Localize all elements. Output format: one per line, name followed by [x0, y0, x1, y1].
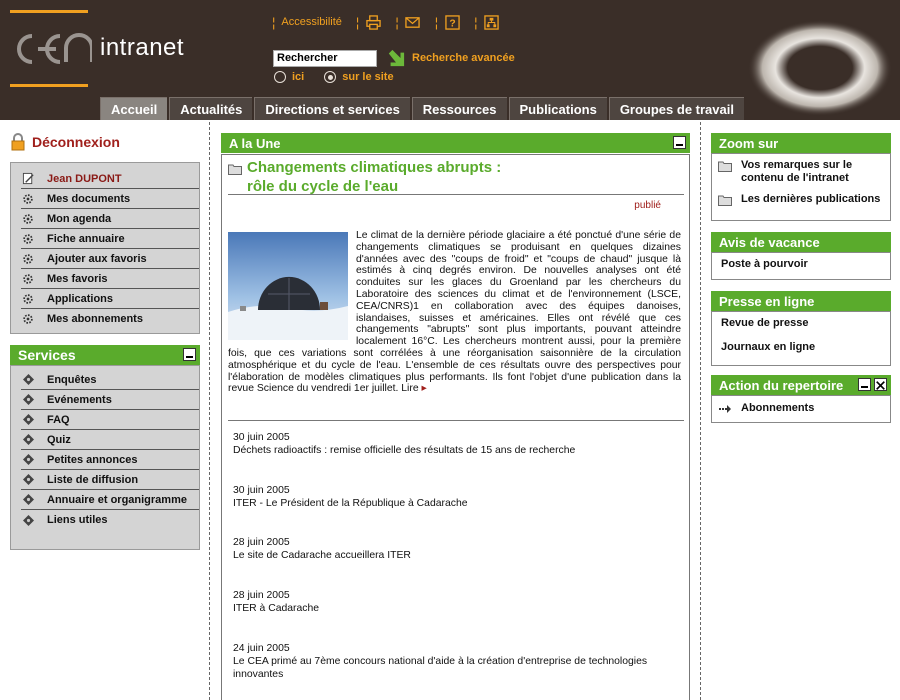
press-header: Presse en ligne	[711, 291, 891, 311]
zoom-item-publications[interactable]: Les dernières publications	[712, 185, 890, 206]
minimize-icon[interactable]	[183, 348, 196, 361]
gear-icon	[21, 312, 35, 326]
site-title: intranet	[100, 34, 185, 61]
article-body: Le climat de la dernière période glaciaire a été ponctué d'une série de changements climatiques se produisant en quelques dizaines d'années avec des "coups de froid" et "coups de chaud" jusque là estimés à cinq degrés environ. De nouvelles analyses ont été conduites sur les glaces du Groenland par les chercheurs du Laboratoire des sciences du climat et de l'environnement (LSCE, CEA/CNRS)1 en collaboration avec des équipes danoises, islandaises, suisses et américaines. Elles ont révélé que ces changements "abrupts" sont plus importants, pouvant atteindre localement 16°C. Les chercheurs montrent aussi, pour la première fois, que ces variations sont corrélées à une réorganisation saisonnière de la circulation atmosphérique et du cycle de l'eau. L'ensemble de ces résultats ouvre des perspectives pour l'élaboration de modèles climatiques plus performants. Ils font l'objet d'une publication dans la revue Science du vendredi 1er juillet. Lire ▸	[228, 230, 681, 395]
arrow-right-icon: ▸	[421, 383, 427, 395]
site-header	[0, 0, 900, 120]
column-divider-left	[209, 122, 210, 700]
news-title: ITER à Cadarache	[233, 603, 320, 614]
scope-radio-site[interactable]	[324, 71, 336, 83]
article-title-rule	[228, 194, 684, 195]
vacancy-item-poste[interactable]: Poste à pourvoir	[721, 258, 808, 270]
news-item[interactable]	[233, 589, 683, 615]
directory-item-abonnements[interactable]: Abonnements	[712, 396, 890, 415]
pencil-icon	[21, 172, 35, 186]
logo-top-rule	[10, 10, 88, 13]
article-status: publié	[634, 200, 661, 211]
mail-icon[interactable]	[405, 14, 421, 30]
diamond-bullet-icon	[21, 493, 35, 507]
menu-item-mes-favoris[interactable]: Mes favoris	[21, 269, 199, 289]
tab-accueil[interactable]: Accueil	[100, 97, 167, 120]
folder-icon	[718, 160, 732, 172]
utility-bar: ¦ Accessibilité ¦ ¦ ¦ ? ¦	[272, 14, 513, 30]
press-item-journaux[interactable]: Journaux en ligne	[721, 341, 816, 353]
gear-icon	[21, 232, 35, 246]
tab-publications[interactable]: Publications	[509, 97, 607, 120]
lock-icon	[10, 133, 26, 151]
svg-text:?: ?	[448, 18, 456, 30]
minimize-icon[interactable]	[673, 136, 686, 149]
news-item[interactable]	[233, 642, 683, 681]
press-panel	[711, 291, 891, 366]
logout-label: Déconnexion	[32, 134, 120, 150]
news-item[interactable]	[233, 431, 683, 457]
headline-header	[221, 133, 690, 153]
tab-ressources[interactable]: Ressources	[412, 97, 507, 120]
news-item[interactable]	[233, 536, 683, 562]
diamond-bullet-icon	[21, 373, 35, 387]
zoom-header: Zoom sur	[711, 133, 891, 153]
service-item-liens-utiles[interactable]: Liens utiles	[21, 510, 199, 530]
article-title[interactable]: Changements climatiques abrupts : rôle du cycle de l'eau	[247, 159, 502, 195]
scope-label-here: ici	[292, 71, 305, 83]
main-nav-tabs	[100, 97, 746, 120]
gear-icon	[21, 192, 35, 206]
menu-item-ajouter-favoris[interactable]: Ajouter aux favoris	[21, 249, 199, 269]
services-title: Services	[18, 347, 76, 363]
service-item-petites-annonces[interactable]: Petites annonces	[21, 450, 199, 470]
press-list	[711, 311, 891, 366]
zoom-item-remarques[interactable]: Vos remarques sur le contenu de l'intranet	[712, 154, 890, 185]
scope-label-site: sur le site	[342, 71, 394, 83]
services-header	[10, 345, 200, 365]
gear-icon	[21, 252, 35, 266]
vacancy-header: Avis de vacance	[711, 232, 891, 252]
service-item-annuaire[interactable]: Annuaire et organigramme	[21, 490, 199, 510]
tab-groupes-travail[interactable]: Groupes de travail	[609, 97, 744, 120]
diamond-bullet-icon	[21, 393, 35, 407]
news-title: Déchets radioactifs : remise officielle des résultats de 15 ans de recherche	[233, 445, 576, 456]
folder-icon	[718, 194, 732, 206]
cea-logo[interactable]	[8, 26, 92, 72]
news-date: 30 juin 2005	[233, 485, 290, 496]
gear-icon	[21, 292, 35, 306]
scope-radio-here[interactable]	[274, 71, 286, 83]
gear-icon	[21, 272, 35, 286]
vacancy-list	[711, 252, 891, 280]
menu-item-fiche-annuaire[interactable]: Fiche annuaire	[21, 229, 199, 249]
menu-item-mon-agenda[interactable]: Mon agenda	[21, 209, 199, 229]
zoom-list	[711, 153, 891, 221]
menu-item-applications[interactable]: Applications	[21, 289, 199, 309]
decorative-ring-image	[738, 10, 898, 120]
zoom-panel	[711, 133, 891, 221]
diamond-bullet-icon	[21, 453, 35, 467]
service-item-liste-diffusion[interactable]: Liste de diffusion	[21, 470, 199, 490]
svg-text:cea: cea	[8, 26, 10, 27]
search-scope	[274, 71, 414, 83]
column-divider-right	[700, 122, 701, 700]
diamond-bullet-icon	[21, 513, 35, 527]
read-more-link[interactable]: Lire ▸	[401, 383, 427, 395]
services-panel	[10, 345, 200, 550]
gear-icon	[21, 212, 35, 226]
sitemap-icon[interactable]	[483, 14, 499, 30]
diamond-bullet-icon	[21, 473, 35, 487]
news-date: 28 juin 2005	[233, 590, 290, 601]
press-item-revue[interactable]: Revue de presse	[721, 317, 809, 329]
vacancy-panel	[711, 232, 891, 280]
close-icon[interactable]	[874, 378, 887, 391]
diamond-bullet-icon	[21, 413, 35, 427]
directory-list	[711, 395, 891, 423]
subscribe-arrow-icon	[718, 403, 732, 415]
headline-title: A la Une	[229, 135, 281, 151]
service-item-faq[interactable]: FAQ	[21, 410, 199, 430]
logo-bottom-rule	[10, 84, 88, 87]
directory-panel	[711, 375, 891, 423]
directory-header: Action du repertoire	[711, 375, 891, 395]
search-go-icon[interactable]	[386, 48, 406, 68]
news-item[interactable]	[233, 484, 683, 510]
tab-directions-services[interactable]: Directions et services	[254, 97, 409, 120]
tab-actualites[interactable]: Actualités	[169, 97, 252, 120]
minimize-icon[interactable]	[858, 378, 871, 391]
service-item-quiz[interactable]: Quiz	[21, 430, 199, 450]
help-icon[interactable]	[444, 14, 460, 30]
service-item-evenements[interactable]: Evénements	[21, 390, 199, 410]
logout-link[interactable]	[10, 133, 120, 151]
menu-item-mes-documents[interactable]: Mes documents	[21, 189, 199, 209]
search-bar	[273, 48, 515, 68]
news-date: 28 juin 2005	[233, 537, 290, 548]
menu-item-mes-abonnements[interactable]: Mes abonnements	[21, 309, 199, 329]
headline-content	[221, 154, 690, 700]
article-bottom-rule	[228, 420, 684, 421]
services-list	[10, 365, 200, 550]
news-date: 30 juin 2005	[233, 432, 290, 443]
news-title: Le site de Cadarache accueillera ITER	[233, 550, 411, 561]
folder-icon	[228, 163, 242, 175]
user-name-item[interactable]: Jean DUPONT	[21, 169, 199, 189]
search-input[interactable]	[273, 50, 377, 67]
news-title: Le CEA primé au 7ème concours national d'aide à la création d'entreprise de technologies innovantes	[233, 656, 648, 680]
news-date: 24 juin 2005	[233, 643, 290, 654]
print-icon[interactable]	[365, 14, 381, 30]
advanced-search-link[interactable]: Recherche avancée	[412, 52, 515, 64]
diamond-bullet-icon	[21, 433, 35, 447]
headline-section	[221, 133, 690, 153]
user-menu	[10, 162, 200, 334]
accessibility-link[interactable]: Accessibilité	[281, 16, 342, 28]
service-item-enquetes[interactable]: Enquêtes	[21, 370, 199, 390]
news-title: ITER - Le Président de la République à Cadarache	[233, 498, 468, 509]
